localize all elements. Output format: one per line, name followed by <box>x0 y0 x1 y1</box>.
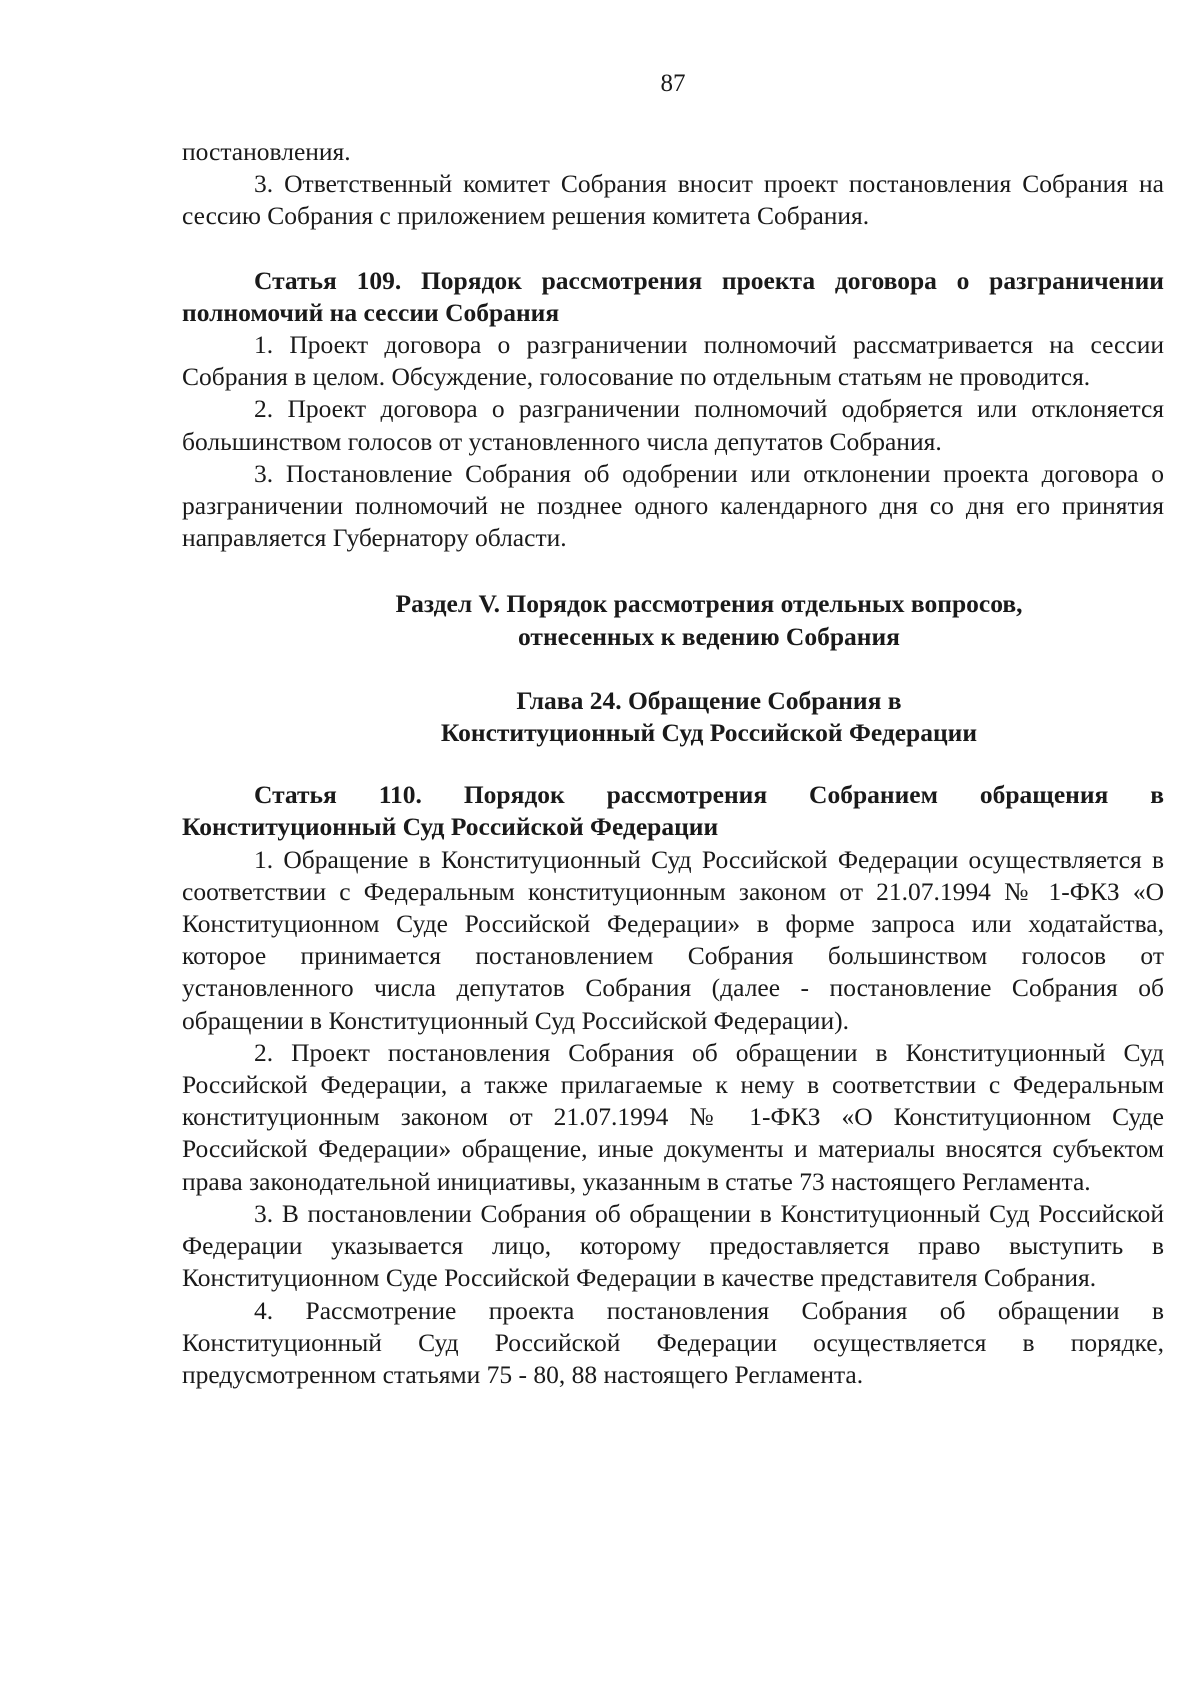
section-title <box>182 588 1164 652</box>
article-109-paragraph-2: 2. Проект договора о разграничении полномочий одобряется или отклоняется большинством голосов от установленного числа депутатов Собрания. <box>182 394 1164 456</box>
article-110-paragraph-3: 3. В постановлении Собрания об обращении в Конституционный Суд Российской Федерации указывается лицо, которому предоставляется право выступить в Конституционном Суде Российской Федерации в качестве представителя Собрания. <box>182 1198 1164 1293</box>
section-title-line-1: Раздел V. Порядок рассмотрения отдельных вопросов, <box>395 589 1023 619</box>
paragraph-continuation: постановления. <box>182 137 351 166</box>
article-110-paragraph-1: 1. Обращение в Конституционный Суд Российской Федерации осуществляется в соответствии с Федеральным конституционным законом от 21.07.1994 № 1-ФКЗ «О Конституционном Суде Российской Федерации» в форме запроса или ходатайства, которое принимается постановлением Собрания большинством голосов от установленного числа депутатов Собрания (далее - постановление Собрания об обращении в Конституционный Суд Российской Федерации). <box>182 844 1164 1035</box>
chapter-title <box>182 685 1164 749</box>
article-109-title: Статья 109. Порядок рассмотрения проекта договора о разграничении полномочий на сессии Собрания <box>182 265 1164 327</box>
article-110-paragraph-2: 2. Проект постановления Собрания об обращении в Конституционный Суд Российской Федерации, а также прилагаемые к нему в соответствии с Федеральным конституционным законом от 21.07.1994 № 1-ФКЗ «О Конституционном Суде Российской Федерации» обращение, иные документы и материалы вносятся субъектом права законодательной инициативы, указанным в статье 73 настоящего Регламента. <box>182 1037 1164 1196</box>
document-page <box>182 70 1164 1391</box>
paragraph-item-3: 3. Ответственный комитет Собрания вносит проект постановления Собрания на сессию Собрания с приложением решения комитета Собрания. <box>182 169 1164 231</box>
section-title-line-2: отнесенных к ведению Собрания <box>518 621 900 651</box>
chapter-title-line-1: Глава 24. Обращение Собрания в <box>516 685 902 715</box>
article-110-paragraph-4: 4. Рассмотрение проекта постановления Собрания об обращении в Конституционный Суд Российской Федерации осуществляется в порядке, предусмотренном статьями 75 - 80, 88 настоящего Регламента. <box>182 1295 1164 1389</box>
article-110-title: Статья 110. Порядок рассмотрения Собранием обращения в Конституционный Суд Российской Федерации <box>182 780 1164 842</box>
article-109-paragraph-3: 3. Постановление Собрания об одобрении или отклонении проекта договора о разграничении полномочий не позднее одного календарного дня со дня его принятия направляется Губернатору области. <box>182 458 1164 553</box>
article-109-paragraph-1: 1. Проект договора о разграничении полномочий рассматривается на сессии Собрания в целом. Обсуждение, голосование по отдельным статьям не проводится. <box>182 330 1164 392</box>
page-number: 87 <box>660 70 686 97</box>
chapter-title-line-2: Конституционный Суд Российской Федерации <box>440 718 978 748</box>
